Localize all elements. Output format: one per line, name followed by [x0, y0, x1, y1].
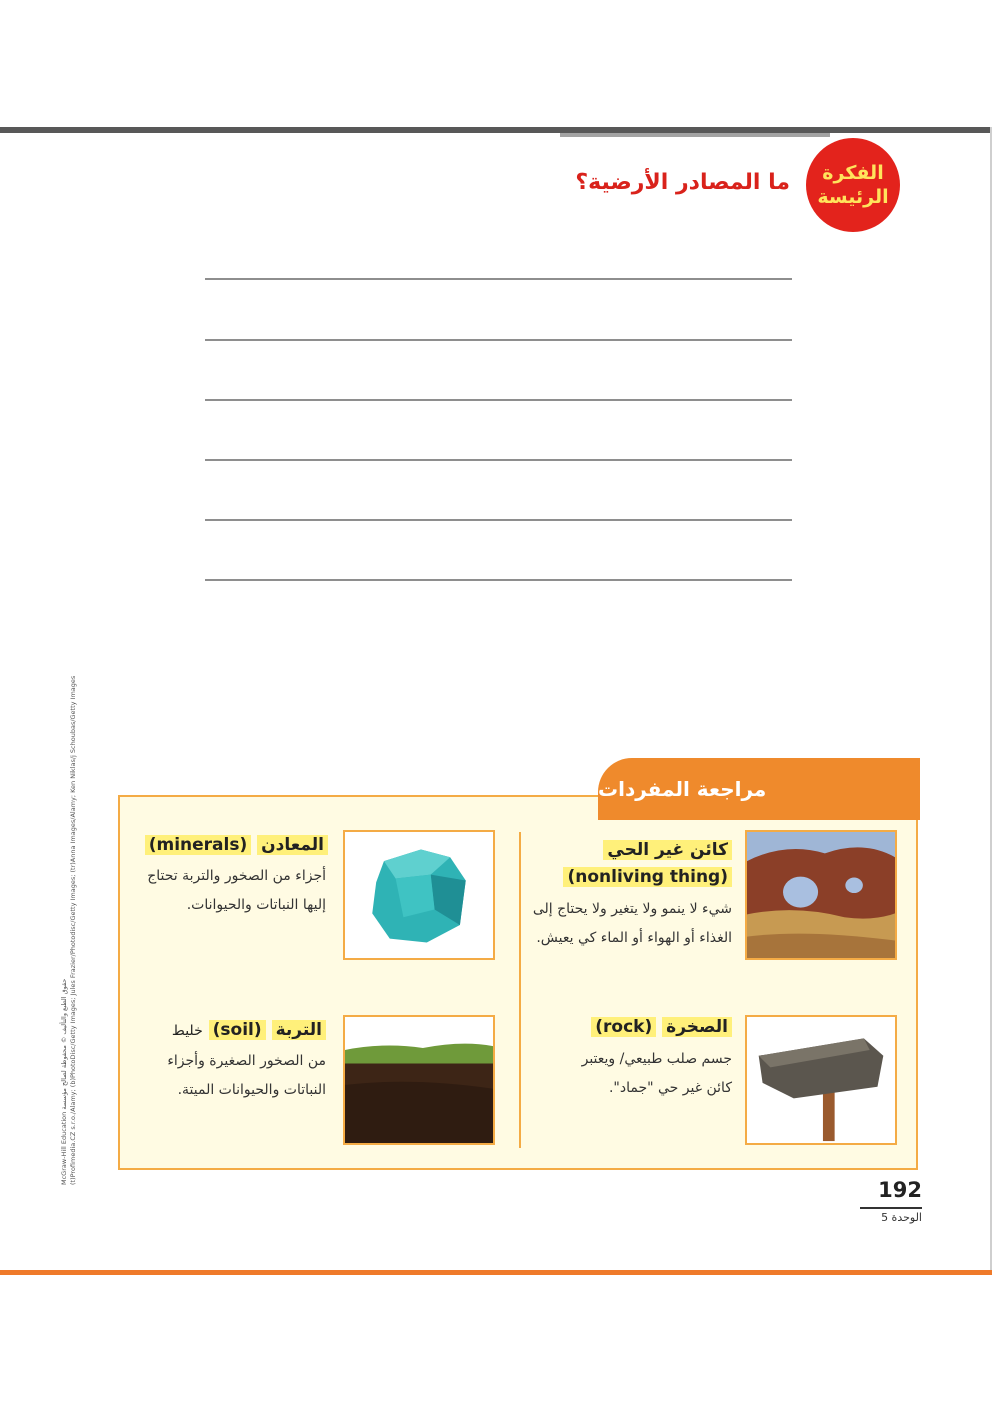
term-soil	[140, 1017, 326, 1045]
term-english: (rock)	[591, 1017, 656, 1037]
term-english: (soil)	[209, 1020, 266, 1040]
answer-line[interactable]	[205, 519, 792, 521]
soil-photo	[343, 1015, 495, 1145]
term-english: (nonliving thing)	[563, 867, 732, 887]
definition-minerals: أجزاء من الصخور والتربة تحتاج إليها النباتات والحيوانات.	[147, 868, 326, 913]
definition-nonliving-thing: شيء لا ينمو ولا يتغير ولا يحتاج إلى الغذاء أو الهواء أو الماء كي يعيش.	[532, 901, 732, 946]
mineral-crystal-photo	[343, 830, 495, 960]
credits-line-1: McGraw-Hill Education حقوق الطبع والتأليف © محفوظة لصالح مؤسسة	[60, 978, 68, 1185]
badge-line-1: الفكرة	[822, 162, 884, 184]
vocabulary-review-tab	[598, 758, 920, 820]
rock-arch-photo	[745, 830, 897, 960]
term-nonliving-thing	[540, 837, 732, 891]
photo-credits	[60, 575, 78, 1185]
answer-line[interactable]	[205, 579, 792, 581]
main-question: ما المصادر الأرضية؟	[575, 170, 790, 195]
term-arabic: المعادن	[257, 835, 328, 855]
vocabulary-review-title: مراجعة المفردات	[598, 777, 767, 801]
answer-line[interactable]	[205, 399, 792, 401]
column-divider	[519, 832, 521, 1148]
credits-line-2: (t)Profimedia.CZ s.r.o./Alamy; (b)PhotoDisc/Getty Images; Jules Frazier/Photodisc/Getty Images; (tr)Anna Images/Alamy; Ken Niklas/j Schoubas/Getty Images	[69, 675, 77, 1185]
term-minerals	[128, 832, 328, 859]
term-suffix: خليط	[171, 1023, 203, 1039]
cropped-text-edge	[560, 133, 830, 137]
definition-rock: جسم صلب طبيعي/ ويعتبر كائن غير حي "جماد".	[581, 1051, 732, 1096]
term-english: (minerals)	[145, 835, 252, 855]
term-arabic: الصخرة	[662, 1017, 732, 1037]
top-rule	[0, 127, 992, 133]
unit-label: الوحدة 5	[881, 1211, 922, 1224]
page-number: 192	[878, 1178, 922, 1202]
answer-line[interactable]	[205, 339, 792, 341]
stone-hammer-photo	[745, 1015, 897, 1145]
answer-line[interactable]	[205, 278, 792, 280]
term-arabic: كائن غير الحي	[603, 840, 732, 860]
bottom-rule	[0, 1270, 992, 1275]
term-arabic: التربة	[272, 1020, 326, 1040]
term-rock	[570, 1014, 732, 1041]
answer-line[interactable]	[205, 459, 792, 461]
page-number-rule	[860, 1207, 922, 1209]
main-idea-badge	[806, 138, 900, 232]
definition-soil: من الصخور الصغيرة وأجزاء النباتات والحيوانات الميتة.	[167, 1053, 326, 1098]
badge-line-2: الرئيسة	[817, 186, 889, 208]
